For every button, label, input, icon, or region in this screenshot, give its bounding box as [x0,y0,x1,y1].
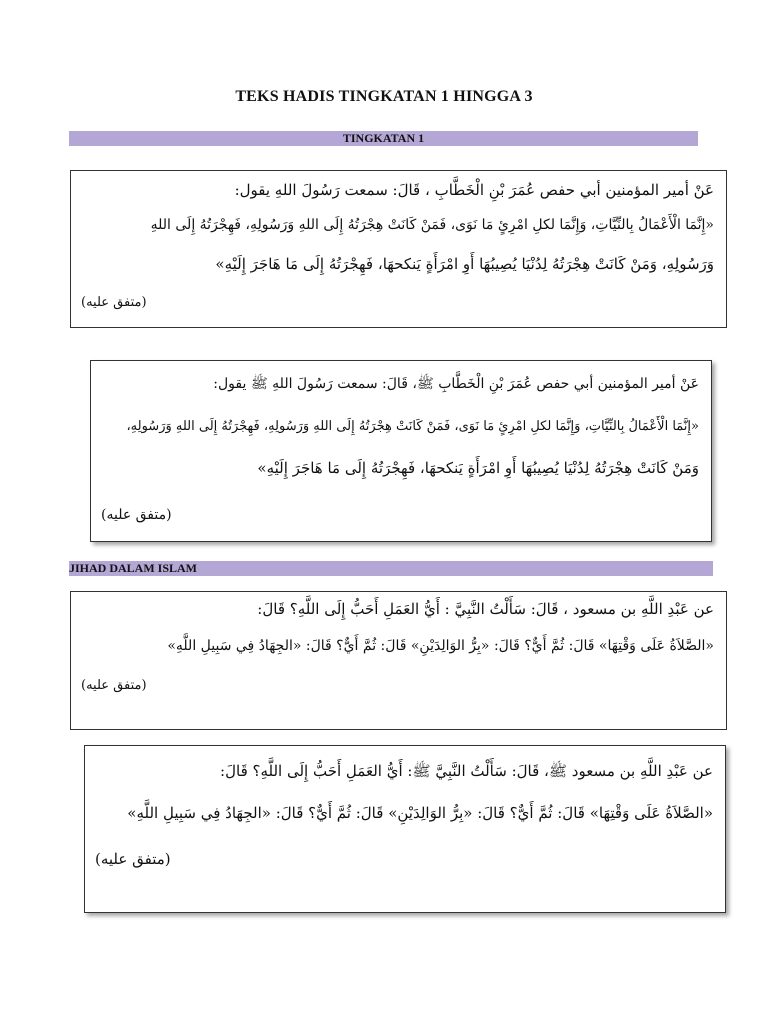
hadith-line-2: «الصَّلاَةُ عَلَى وَقْتِهَا» قَالَ: ثُمَّ أَيٌّ؟ قَالَ: «بِرُّ الوَالِدَيْنِ» قَالَ: ثُمَّ أَيٌّ؟ قَالَ: «الجِهَادُ فِي سَبِيلِ اللَّهِ» [167,638,714,654]
hadith-box-jihad-2 [84,745,726,913]
hadith-line-2: «إِنَّمَا الْأَعْمَالُ بِالنِّيَّاتِ، وَإِنَّمَا لكلِ امْرِئٍ مَا نَوَى، فَمَنْ كَانَتْ هِجْرَتُهُ إِلَى اللهِ وَرَسُولِهِ، فَهِجْرَتُهُ إِلَى اللهِ وَرَسُولِهِ، [126,419,699,434]
hadith-line-2: «الصَّلاَةُ عَلَى وَقْتِهَا» قَالَ: ثُمَّ أَيٌّ؟ قَالَ: «بِرُّ الوَالِدَيْنِ» قَالَ: ثُمَّ أَيٌّ؟ قَالَ: «الجِهَادُ فِي سَبِيلِ اللَّهِ» [127,804,713,822]
hadith-line-3: وَمَنْ كَانَتْ هِجْرَتُهُ لِدُنْيَا يُصِيبُهَا أَوِ امْرَأَةٍ يَنكحهَا، فَهِجْرَتُهُ إِلَى مَا هَاجَرَ إِلَيْهِ» [257,459,699,477]
hadith-source: (متفق عليه) [81,678,147,693]
hadith-box-niyyah-2 [90,360,712,542]
hadith-line-2: «إِنَّمَا الْأَعْمَالُ بِالنِّيَّاتِ، وَإِنَّمَا لكلِ امْرِئٍ مَا نَوَى، فَمَنْ كَانَتْ هِجْرَتُهُ إِلَى اللهِ وَرَسُولِهِ، فَهِجْرَتُهُ إِلَى اللهِ [150,217,714,233]
hadith-source: (متفق عليه) [95,850,171,868]
hadith-box-niyyah-1 [70,170,727,328]
hadith-box-jihad-1 [70,591,727,730]
hadith-source: (متفق عليه) [101,507,172,523]
hadith-line-3: وَرَسُولِهِ، وَمَنْ كَانَتْ هِجْرَتُهُ لِدُنْيَا يُصِيبُهَا أَوِ امْرَأَةٍ يَنكحهَا، فَهِجْرَتُهُ إِلَى مَا هَاجَرَ إِلَيْهِ» [215,255,714,273]
hadith-line-1: عن عَبْدِ اللَّهِ بن مسعود ، قَالَ: سَأَلْتُ النَّبِيَّ : أَيُّ العَمَلِ أَحَبُّ إِلَى اللَّهِ؟ قَالَ: [257,600,714,618]
hadith-line-1: عَنْ أمير المؤمنين أبي حفص عُمَرَ بْنِ الْخَطَّابِ ، قَالَ: سمعت رَسُولَ اللهِ يقول: [234,181,714,199]
section-heading-tingkatan-1: TINGKATAN 1 [69,131,698,146]
hadith-line-1: عن عَبْدِ اللَّهِ بن مسعود ﷺ، قَالَ: سَأَلْتُ النَّبِيَّ ﷺ: أَيُّ العَمَلِ أَحَبُّ إِلَى اللَّهِ؟ قَالَ: [220,762,713,780]
hadith-source: (متفق عليه) [81,295,147,310]
section-heading-jihad: JIHAD DALAM ISLAM [69,561,713,576]
document-title: TEKS HADIS TINGKATAN 1 HINGGA 3 [235,88,533,105]
hadith-line-1: عَنْ أمير المؤمنين أبي حفص عُمَرَ بْنِ الْخَطَّابِ ﷺ، قَالَ: سمعت رَسُولَ اللهِ ﷺ يقول: [213,376,699,392]
